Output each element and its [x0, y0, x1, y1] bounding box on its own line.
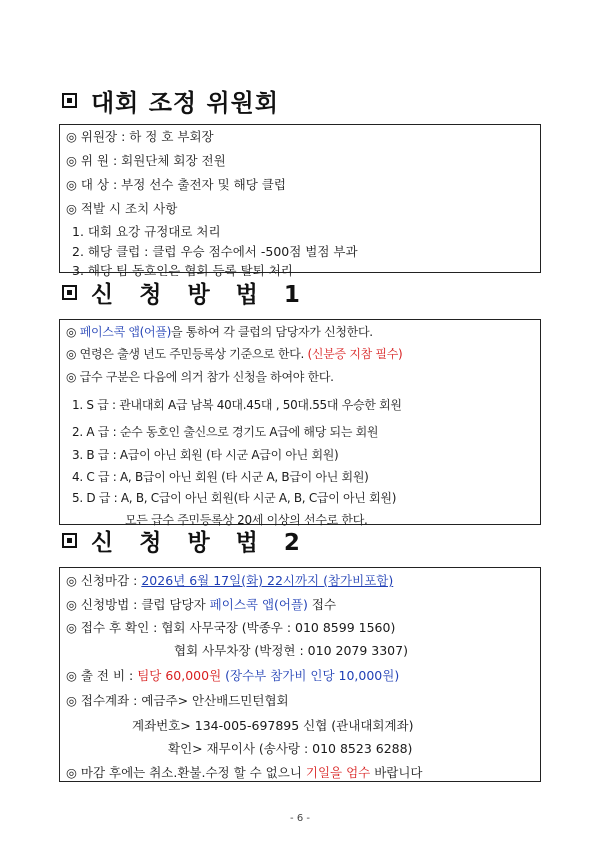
committee-action-3: 3. 해당 팀 동호인은 협회 등록 탈퇴 처리	[72, 263, 293, 278]
section3-heading	[62, 524, 309, 557]
entry-fee-line: ◎ 출 전 비 : 팀당 60,000원 (장수부 참가비 인당 10,000원)	[66, 668, 400, 683]
section2-heading	[62, 276, 309, 309]
id-required-text: (신분증 지참 필수)	[307, 347, 403, 361]
app-method1-line2: ◎ 연령은 출생 년도 주민등록상 기준으로 한다. (신분증 지참 필수)	[66, 347, 403, 361]
committee-target: ◎ 대 상 : 부정 선수 출전자 및 해당 클럽	[66, 177, 286, 192]
account-line-3: 확인> 재무이사 (송사랑 : 010 8523 6288)	[168, 741, 413, 756]
facecock-app-text: 페이스콕 앱(어플)	[79, 325, 172, 339]
section2-title: 신 청 방 법 1	[91, 282, 309, 308]
page-number: - 6 -	[290, 813, 310, 824]
method-line: ◎ 신청방법 : 클럽 담당자 페이스콕 앱(어플) 접수	[66, 597, 337, 612]
age-footnote: 모든 급수 주민등록상 20세 이상의 선수로 한다.	[125, 513, 368, 527]
deadline-line: ◎ 신청마감 : 2026년 6월 17일(화) 22시까지 (참가비포함)	[66, 573, 394, 588]
account-line-2: 계좌번호> 134-005-697895 신협 (관내대회계좌)	[132, 718, 414, 733]
team-fee: 팀당 60,000원	[137, 668, 222, 683]
confirm-line-1: ◎ 접수 후 확인 : 협회 사무국장 (박종우 : 010 8599 1560)	[66, 620, 396, 635]
deadline-notice: ◎ 마감 후에는 취소.환불.수정 할 수 없으니 기일을 엄수 바랍니다	[66, 765, 423, 780]
square-bullet-icon	[62, 93, 77, 108]
account-line-1: ◎ 접수계좌 : 예금주> 안산배드민턴협회	[66, 693, 289, 708]
section3-title: 신 청 방 법 2	[91, 530, 309, 556]
grade-d: 5. D 급 : A, B, C급이 아닌 회원(타 시군 A, B, C급이 아닌 회원)	[72, 491, 397, 505]
deadline-date: 2026년 6월 17일(화) 22시까지 (참가비포함)	[141, 573, 394, 588]
square-bullet-icon	[62, 285, 77, 300]
committee-action-2: 2. 해당 클럽 : 클럽 우승 점수에서 -500점 벌점 부과	[72, 244, 358, 259]
app-method1-line1: ◎ 페이스콕 앱(어플)을 통하여 각 클럽의 담당자가 신청한다.	[66, 325, 373, 339]
committee-action-heading: ◎ 적발 시 조치 사항	[66, 201, 178, 216]
committee-action-1: 1. 대회 요강 규정대로 처리	[72, 224, 221, 239]
senior-fee: (장수부 참가비 인당 10,000원)	[221, 668, 400, 683]
section1-title: 대회 조정 위원회	[91, 89, 279, 117]
deadline-notice-emphasis: 기일을 엄수	[305, 765, 371, 780]
square-bullet-icon	[62, 533, 77, 548]
committee-members: ◎ 위 원 : 회원단체 회장 전원	[66, 153, 226, 168]
app-method1-line3: ◎ 급수 구분은 다음에 의거 참가 신청을 하여야 한다.	[66, 370, 334, 384]
grade-c: 4. C 급 : A, B급이 아닌 회원 (타 시군 A, B급이 아닌 회원)	[72, 470, 369, 484]
grade-b: 3. B 급 : A급이 아닌 회원 (타 시군 A급이 아닌 회원)	[72, 448, 339, 462]
committee-chair: ◎ 위원장 : 하 정 호 부회장	[66, 129, 214, 144]
grade-a: 2. A 급 : 순수 동호인 출신으로 경기도 A급에 해당 되는 회원	[72, 425, 379, 439]
section1-heading	[62, 83, 279, 118]
grade-s: 1. S 급 : 관내대회 A급 남복 40대.45대 , 50대.55대 우승한 회원	[72, 398, 402, 412]
confirm-line-2: 협회 사무차장 (박정현 : 010 2079 3307)	[174, 643, 408, 658]
facecock-app-text: 페이스콕 앱(어플)	[209, 597, 308, 612]
